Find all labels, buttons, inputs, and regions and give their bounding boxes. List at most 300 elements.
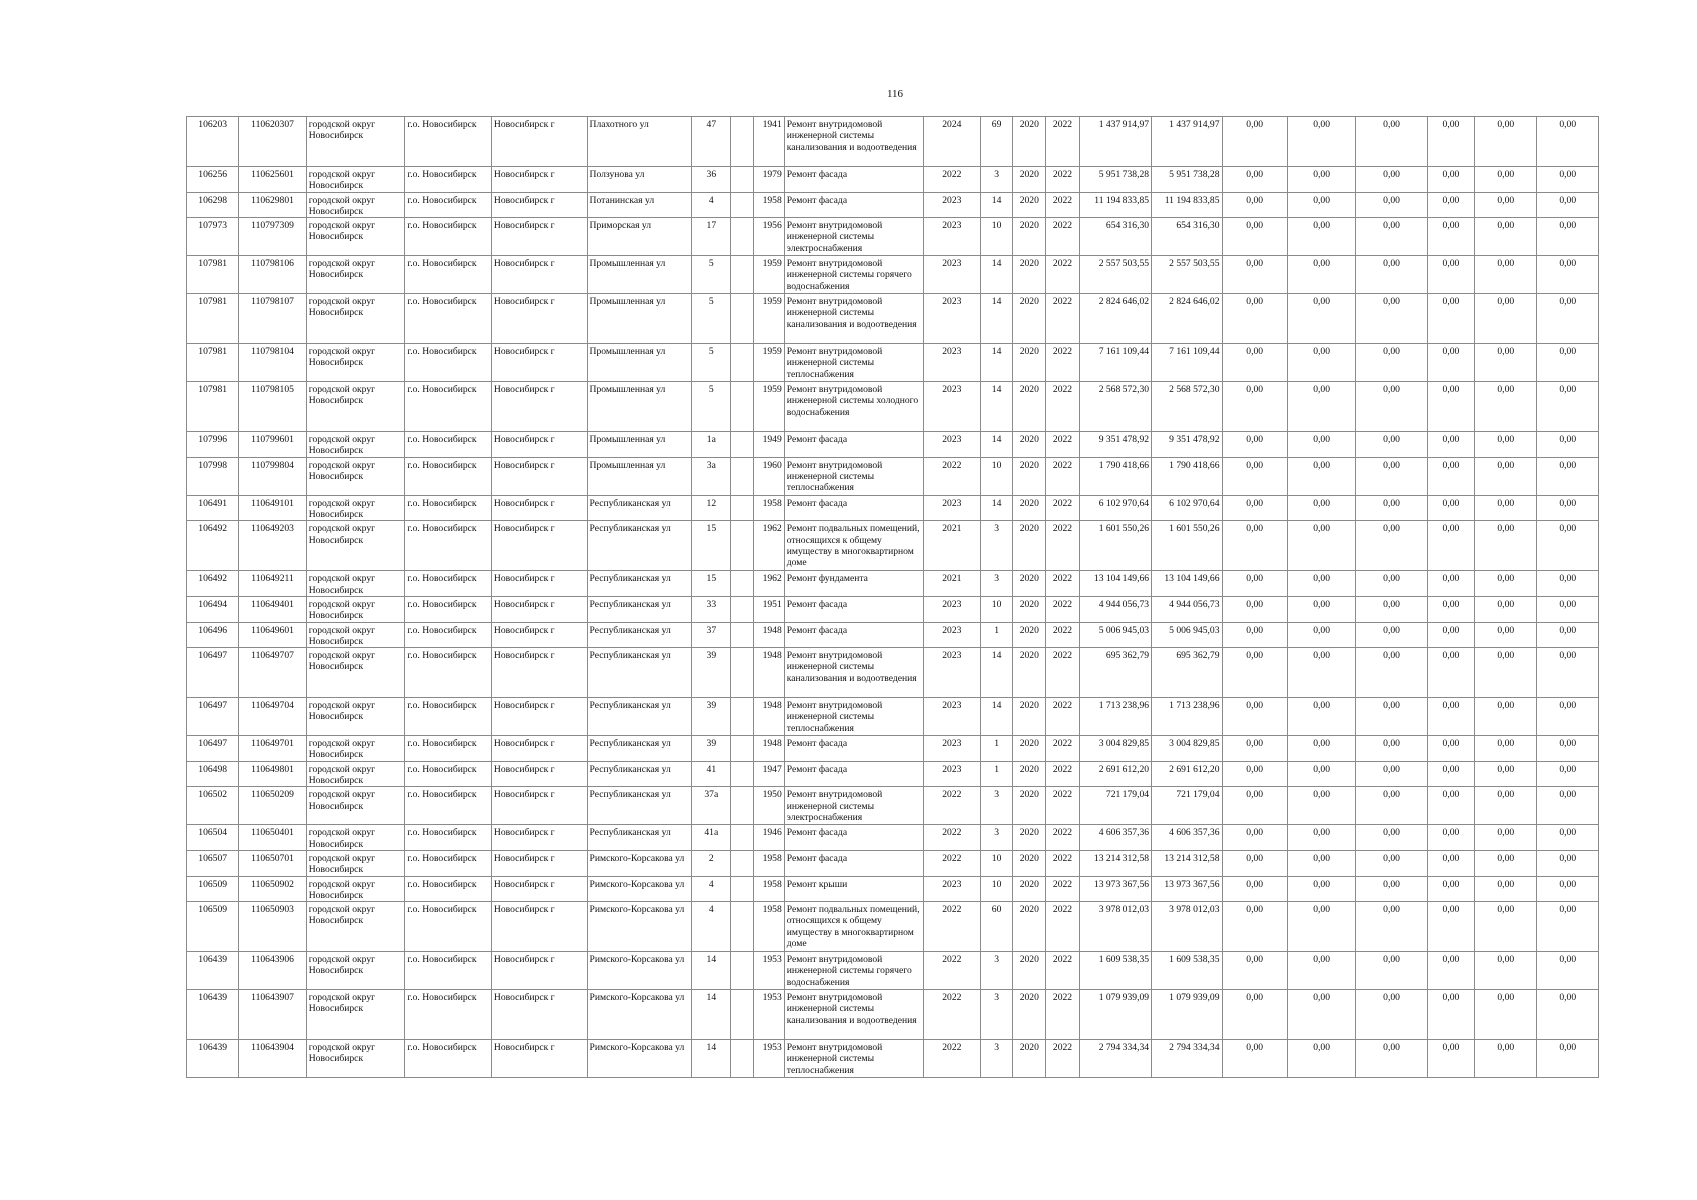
cell-municipality: городской округ Новосибирск — [306, 952, 405, 990]
cell-city: Новосибирск г — [491, 761, 587, 787]
cell-fund-cost: 2 557 503,55 — [1152, 256, 1222, 294]
cell-planned-month: 14 — [981, 698, 1013, 736]
cell-period-start: 2020 — [1013, 648, 1046, 698]
cell-extra-funds: 0,00 — [1537, 952, 1599, 990]
cell-house-id: 106491 — [187, 495, 239, 521]
cell-extra-funds: 0,00 — [1537, 192, 1599, 218]
cell-year-built: 1962 — [753, 521, 784, 571]
cell-work-type: Ремонт внутридомовой инженерной системы электроснабжения — [784, 787, 923, 825]
cell-building — [731, 432, 753, 458]
cell-house-number: 14 — [692, 1040, 731, 1078]
cell-budget-local: 0,00 — [1356, 382, 1427, 432]
cell-planned-month: 3 — [981, 1040, 1013, 1078]
cell-building — [731, 495, 753, 521]
cell-year-built: 1960 — [753, 457, 784, 495]
cell-period-end: 2022 — [1046, 698, 1079, 736]
cell-work-type: Ремонт внутридомовой инженерной системы канализования и водоотведения — [784, 648, 923, 698]
cell-other-funds: 0,00 — [1475, 432, 1537, 458]
cell-owners-funds: 0,00 — [1427, 457, 1474, 495]
cell-planned-month: 1 — [981, 761, 1013, 787]
cell-owners-funds: 0,00 — [1427, 850, 1474, 876]
register-table — [186, 116, 1599, 1078]
cell-planned-month: 14 — [981, 294, 1013, 344]
cell-house-number: 37а — [692, 787, 731, 825]
cell-planned-month: 69 — [981, 117, 1013, 167]
cell-house-number: 37 — [692, 622, 731, 648]
cell-work-id: 110649801 — [239, 761, 306, 787]
cell-year-built: 1949 — [753, 432, 784, 458]
cell-fund-cost: 2 824 646,02 — [1152, 294, 1222, 344]
cell-planned-month: 3 — [981, 167, 1013, 193]
cell-budget-regional: 0,00 — [1287, 902, 1355, 952]
cell-planned-month: 14 — [981, 192, 1013, 218]
cell-extra-funds: 0,00 — [1537, 596, 1599, 622]
cell-city: Новосибирск г — [491, 495, 587, 521]
cell-budget-local: 0,00 — [1356, 1040, 1427, 1078]
cell-planned-month: 10 — [981, 876, 1013, 902]
cell-house-number: 39 — [692, 648, 731, 698]
cell-other-funds: 0,00 — [1475, 218, 1537, 256]
cell-budget-regional: 0,00 — [1287, 698, 1355, 736]
cell-total-cost: 4 944 056,73 — [1079, 596, 1151, 622]
cell-planned-year: 2023 — [923, 294, 980, 344]
cell-planned-month: 14 — [981, 648, 1013, 698]
cell-total-cost: 9 351 478,92 — [1079, 432, 1151, 458]
cell-budget-regional: 0,00 — [1287, 850, 1355, 876]
cell-budget-federal: 0,00 — [1222, 256, 1287, 294]
cell-fund-cost: 654 316,30 — [1152, 218, 1222, 256]
cell-house-number: 41а — [692, 825, 731, 851]
cell-municipality: городской округ Новосибирск — [306, 192, 405, 218]
cell-building — [731, 192, 753, 218]
cell-other-funds: 0,00 — [1475, 736, 1537, 762]
cell-period-start: 2020 — [1013, 902, 1046, 952]
table-row — [187, 825, 1599, 851]
cell-building — [731, 850, 753, 876]
cell-work-id: 110649101 — [239, 495, 306, 521]
cell-house-id: 106492 — [187, 571, 239, 597]
cell-municipality: городской округ Новосибирск — [306, 596, 405, 622]
cell-work-id: 110799601 — [239, 432, 306, 458]
cell-work-type: Ремонт фасада — [784, 736, 923, 762]
cell-year-built: 1962 — [753, 571, 784, 597]
cell-municipality: городской округ Новосибирск — [306, 432, 405, 458]
cell-house-number: 39 — [692, 736, 731, 762]
cell-city: Новосибирск г — [491, 457, 587, 495]
cell-period-start: 2020 — [1013, 850, 1046, 876]
cell-owners-funds: 0,00 — [1427, 117, 1474, 167]
cell-budget-federal: 0,00 — [1222, 192, 1287, 218]
cell-other-funds: 0,00 — [1475, 902, 1537, 952]
cell-city: Новосибирск г — [491, 432, 587, 458]
cell-work-id: 110629801 — [239, 192, 306, 218]
cell-municipality: городской округ Новосибирск — [306, 1040, 405, 1078]
cell-street: Республиканская ул — [587, 622, 692, 648]
cell-owners-funds: 0,00 — [1427, 521, 1474, 571]
cell-municipality: городской округ Новосибирск — [306, 761, 405, 787]
cell-period-start: 2020 — [1013, 495, 1046, 521]
cell-fund-cost: 1 713 238,96 — [1152, 698, 1222, 736]
cell-other-funds: 0,00 — [1475, 457, 1537, 495]
cell-city: Новосибирск г — [491, 902, 587, 952]
cell-work-type: Ремонт внутридомовой инженерной системы горячего водоснабжения — [784, 256, 923, 294]
cell-district: г.о. Новосибирск — [405, 990, 492, 1040]
cell-other-funds: 0,00 — [1475, 495, 1537, 521]
cell-house-id: 107981 — [187, 256, 239, 294]
cell-fund-cost: 2 568 572,30 — [1152, 382, 1222, 432]
cell-street: Республиканская ул — [587, 521, 692, 571]
cell-budget-local: 0,00 — [1356, 117, 1427, 167]
cell-budget-local: 0,00 — [1356, 825, 1427, 851]
cell-owners-funds: 0,00 — [1427, 902, 1474, 952]
cell-total-cost: 3 004 829,85 — [1079, 736, 1151, 762]
cell-street: Римского-Корсакова ул — [587, 990, 692, 1040]
cell-building — [731, 571, 753, 597]
cell-extra-funds: 0,00 — [1537, 218, 1599, 256]
cell-period-end: 2022 — [1046, 825, 1079, 851]
cell-house-id: 106439 — [187, 952, 239, 990]
cell-planned-year: 2023 — [923, 736, 980, 762]
cell-planned-month: 10 — [981, 218, 1013, 256]
cell-work-id: 110798104 — [239, 344, 306, 382]
cell-work-type: Ремонт фасада — [784, 596, 923, 622]
cell-planned-year: 2023 — [923, 648, 980, 698]
cell-year-built: 1953 — [753, 990, 784, 1040]
cell-house-number: 12 — [692, 495, 731, 521]
cell-extra-funds: 0,00 — [1537, 990, 1599, 1040]
cell-fund-cost: 6 102 970,64 — [1152, 495, 1222, 521]
cell-extra-funds: 0,00 — [1537, 1040, 1599, 1078]
cell-district: г.о. Новосибирск — [405, 571, 492, 597]
cell-work-type: Ремонт внутридомовой инженерной системы холодного водоснабжения — [784, 382, 923, 432]
cell-year-built: 1958 — [753, 850, 784, 876]
cell-house-id: 106509 — [187, 902, 239, 952]
cell-house-id: 106203 — [187, 117, 239, 167]
cell-street: Ползунова ул — [587, 167, 692, 193]
cell-budget-regional: 0,00 — [1287, 622, 1355, 648]
cell-house-id: 106497 — [187, 736, 239, 762]
cell-street: Промышленная ул — [587, 294, 692, 344]
cell-other-funds: 0,00 — [1475, 294, 1537, 344]
cell-work-id: 110650903 — [239, 902, 306, 952]
cell-year-built: 1948 — [753, 698, 784, 736]
cell-building — [731, 876, 753, 902]
cell-budget-federal: 0,00 — [1222, 902, 1287, 952]
cell-fund-cost: 721 179,04 — [1152, 787, 1222, 825]
cell-fund-cost: 5 951 738,28 — [1152, 167, 1222, 193]
cell-city: Новосибирск г — [491, 1040, 587, 1078]
cell-year-built: 1959 — [753, 344, 784, 382]
cell-period-start: 2020 — [1013, 1040, 1046, 1078]
cell-budget-local: 0,00 — [1356, 218, 1427, 256]
cell-period-end: 2022 — [1046, 521, 1079, 571]
cell-fund-cost: 3 978 012,03 — [1152, 902, 1222, 952]
cell-city: Новосибирск г — [491, 218, 587, 256]
cell-work-id: 110620307 — [239, 117, 306, 167]
cell-district: г.о. Новосибирск — [405, 117, 492, 167]
cell-house-id: 106439 — [187, 1040, 239, 1078]
cell-municipality: городской округ Новосибирск — [306, 571, 405, 597]
cell-budget-regional: 0,00 — [1287, 382, 1355, 432]
cell-city: Новосибирск г — [491, 648, 587, 698]
cell-street: Римского-Корсакова ул — [587, 902, 692, 952]
cell-period-start: 2020 — [1013, 432, 1046, 458]
cell-city: Новосибирск г — [491, 571, 587, 597]
cell-planned-year: 2022 — [923, 1040, 980, 1078]
cell-owners-funds: 0,00 — [1427, 761, 1474, 787]
cell-total-cost: 1 609 538,35 — [1079, 952, 1151, 990]
cell-period-end: 2022 — [1046, 192, 1079, 218]
cell-work-type: Ремонт фасада — [784, 167, 923, 193]
cell-city: Новосибирск г — [491, 825, 587, 851]
cell-budget-local: 0,00 — [1356, 495, 1427, 521]
cell-budget-federal: 0,00 — [1222, 952, 1287, 990]
table-row — [187, 1040, 1599, 1078]
cell-municipality: городской округ Новосибирск — [306, 167, 405, 193]
cell-planned-month: 3 — [981, 952, 1013, 990]
cell-year-built: 1948 — [753, 648, 784, 698]
cell-total-cost: 1 437 914,97 — [1079, 117, 1151, 167]
cell-extra-funds: 0,00 — [1537, 736, 1599, 762]
cell-street: Римского-Корсакова ул — [587, 876, 692, 902]
cell-total-cost: 11 194 833,85 — [1079, 192, 1151, 218]
cell-other-funds: 0,00 — [1475, 596, 1537, 622]
cell-year-built: 1958 — [753, 192, 784, 218]
cell-fund-cost: 5 006 945,03 — [1152, 622, 1222, 648]
cell-building — [731, 825, 753, 851]
cell-planned-month: 3 — [981, 787, 1013, 825]
cell-municipality: городской округ Новосибирск — [306, 825, 405, 851]
cell-building — [731, 218, 753, 256]
cell-house-number: 47 — [692, 117, 731, 167]
cell-period-end: 2022 — [1046, 256, 1079, 294]
cell-work-id: 110643904 — [239, 1040, 306, 1078]
cell-other-funds: 0,00 — [1475, 344, 1537, 382]
cell-building — [731, 117, 753, 167]
cell-work-type: Ремонт внутридомовой инженерной системы теплоснабжения — [784, 1040, 923, 1078]
cell-budget-local: 0,00 — [1356, 902, 1427, 952]
cell-budget-federal: 0,00 — [1222, 294, 1287, 344]
cell-extra-funds: 0,00 — [1537, 294, 1599, 344]
cell-extra-funds: 0,00 — [1537, 571, 1599, 597]
cell-street: Республиканская ул — [587, 825, 692, 851]
table-row — [187, 571, 1599, 597]
cell-year-built: 1956 — [753, 218, 784, 256]
cell-house-id: 107981 — [187, 382, 239, 432]
cell-fund-cost: 11 194 833,85 — [1152, 192, 1222, 218]
cell-extra-funds: 0,00 — [1537, 256, 1599, 294]
cell-period-end: 2022 — [1046, 876, 1079, 902]
cell-fund-cost: 4 944 056,73 — [1152, 596, 1222, 622]
table-row — [187, 495, 1599, 521]
cell-planned-year: 2023 — [923, 698, 980, 736]
cell-year-built: 1941 — [753, 117, 784, 167]
cell-period-start: 2020 — [1013, 571, 1046, 597]
cell-other-funds: 0,00 — [1475, 761, 1537, 787]
cell-owners-funds: 0,00 — [1427, 432, 1474, 458]
cell-period-end: 2022 — [1046, 495, 1079, 521]
cell-year-built: 1947 — [753, 761, 784, 787]
cell-total-cost: 7 161 109,44 — [1079, 344, 1151, 382]
cell-extra-funds: 0,00 — [1537, 902, 1599, 952]
cell-extra-funds: 0,00 — [1537, 698, 1599, 736]
cell-work-type: Ремонт фасада — [784, 495, 923, 521]
cell-period-start: 2020 — [1013, 876, 1046, 902]
cell-other-funds: 0,00 — [1475, 382, 1537, 432]
cell-district: г.о. Новосибирск — [405, 294, 492, 344]
cell-budget-federal: 0,00 — [1222, 218, 1287, 256]
cell-period-start: 2020 — [1013, 990, 1046, 1040]
cell-work-id: 110643907 — [239, 990, 306, 1040]
cell-work-id: 110649211 — [239, 571, 306, 597]
cell-municipality: городской округ Новосибирск — [306, 382, 405, 432]
cell-planned-year: 2023 — [923, 432, 980, 458]
cell-total-cost: 1 713 238,96 — [1079, 698, 1151, 736]
cell-total-cost: 2 794 334,34 — [1079, 1040, 1151, 1078]
cell-owners-funds: 0,00 — [1427, 294, 1474, 344]
cell-period-end: 2022 — [1046, 952, 1079, 990]
cell-planned-year: 2022 — [923, 825, 980, 851]
cell-budget-regional: 0,00 — [1287, 787, 1355, 825]
cell-building — [731, 1040, 753, 1078]
cell-planned-month: 10 — [981, 457, 1013, 495]
table-row — [187, 736, 1599, 762]
cell-period-end: 2022 — [1046, 596, 1079, 622]
cell-fund-cost: 3 004 829,85 — [1152, 736, 1222, 762]
cell-district: г.о. Новосибирск — [405, 218, 492, 256]
cell-district: г.о. Новосибирск — [405, 698, 492, 736]
cell-budget-local: 0,00 — [1356, 294, 1427, 344]
cell-total-cost: 654 316,30 — [1079, 218, 1151, 256]
cell-total-cost: 3 978 012,03 — [1079, 902, 1151, 952]
cell-municipality: городской округ Новосибирск — [306, 787, 405, 825]
cell-budget-federal: 0,00 — [1222, 344, 1287, 382]
cell-building — [731, 344, 753, 382]
cell-owners-funds: 0,00 — [1427, 990, 1474, 1040]
table-row — [187, 457, 1599, 495]
cell-district: г.о. Новосибирск — [405, 825, 492, 851]
cell-year-built: 1953 — [753, 1040, 784, 1078]
cell-work-type: Ремонт подвальных помещений, относящихся к общему имуществу в многоквартирном доме — [784, 521, 923, 571]
cell-district: г.о. Новосибирск — [405, 596, 492, 622]
cell-work-id: 110650701 — [239, 850, 306, 876]
cell-other-funds: 0,00 — [1475, 192, 1537, 218]
cell-planned-month: 14 — [981, 344, 1013, 382]
cell-district: г.о. Новосибирск — [405, 432, 492, 458]
cell-planned-month: 1 — [981, 736, 1013, 762]
cell-planned-year: 2023 — [923, 495, 980, 521]
cell-work-id: 110649704 — [239, 698, 306, 736]
cell-house-number: 4 — [692, 902, 731, 952]
cell-municipality: городской округ Новосибирск — [306, 218, 405, 256]
cell-house-number: 2 — [692, 850, 731, 876]
cell-period-start: 2020 — [1013, 698, 1046, 736]
cell-total-cost: 4 606 357,36 — [1079, 825, 1151, 851]
cell-work-type: Ремонт фасада — [784, 761, 923, 787]
cell-other-funds: 0,00 — [1475, 876, 1537, 902]
cell-municipality: городской округ Новосибирск — [306, 495, 405, 521]
table-row — [187, 596, 1599, 622]
cell-house-id: 106494 — [187, 596, 239, 622]
cell-extra-funds: 0,00 — [1537, 787, 1599, 825]
cell-other-funds: 0,00 — [1475, 990, 1537, 1040]
cell-year-built: 1951 — [753, 596, 784, 622]
cell-budget-regional: 0,00 — [1287, 761, 1355, 787]
cell-period-end: 2022 — [1046, 457, 1079, 495]
cell-owners-funds: 0,00 — [1427, 787, 1474, 825]
cell-building — [731, 294, 753, 344]
cell-budget-regional: 0,00 — [1287, 648, 1355, 698]
cell-work-type: Ремонт подвальных помещений, относящихся к общему имуществу в многоквартирном доме — [784, 902, 923, 952]
cell-budget-local: 0,00 — [1356, 876, 1427, 902]
cell-other-funds: 0,00 — [1475, 698, 1537, 736]
cell-house-number: 3а — [692, 457, 731, 495]
cell-budget-local: 0,00 — [1356, 192, 1427, 218]
cell-period-end: 2022 — [1046, 571, 1079, 597]
cell-city: Новосибирск г — [491, 850, 587, 876]
cell-fund-cost: 1 079 939,09 — [1152, 990, 1222, 1040]
cell-building — [731, 698, 753, 736]
cell-period-start: 2020 — [1013, 787, 1046, 825]
cell-owners-funds: 0,00 — [1427, 192, 1474, 218]
cell-year-built: 1953 — [753, 952, 784, 990]
cell-planned-month: 14 — [981, 256, 1013, 294]
cell-house-id: 106496 — [187, 622, 239, 648]
cell-budget-federal: 0,00 — [1222, 382, 1287, 432]
cell-house-id: 106492 — [187, 521, 239, 571]
table-row — [187, 117, 1599, 167]
cell-municipality: городской округ Новосибирск — [306, 736, 405, 762]
cell-owners-funds: 0,00 — [1427, 952, 1474, 990]
cell-house-number: 36 — [692, 167, 731, 193]
cell-period-start: 2020 — [1013, 256, 1046, 294]
cell-work-type: Ремонт внутридомовой инженерной системы теплоснабжения — [784, 698, 923, 736]
cell-budget-local: 0,00 — [1356, 457, 1427, 495]
table-row — [187, 382, 1599, 432]
cell-owners-funds: 0,00 — [1427, 825, 1474, 851]
cell-budget-regional: 0,00 — [1287, 736, 1355, 762]
cell-building — [731, 596, 753, 622]
cell-extra-funds: 0,00 — [1537, 117, 1599, 167]
table-row — [187, 256, 1599, 294]
cell-total-cost: 1 790 418,66 — [1079, 457, 1151, 495]
cell-period-end: 2022 — [1046, 850, 1079, 876]
cell-extra-funds: 0,00 — [1537, 495, 1599, 521]
cell-house-id: 106298 — [187, 192, 239, 218]
cell-street: Плахотного ул — [587, 117, 692, 167]
cell-owners-funds: 0,00 — [1427, 344, 1474, 382]
cell-budget-federal: 0,00 — [1222, 825, 1287, 851]
cell-other-funds: 0,00 — [1475, 787, 1537, 825]
cell-planned-year: 2022 — [923, 902, 980, 952]
cell-total-cost: 2 557 503,55 — [1079, 256, 1151, 294]
cell-district: г.о. Новосибирск — [405, 344, 492, 382]
cell-district: г.о. Новосибирск — [405, 648, 492, 698]
cell-street: Потанинская ул — [587, 192, 692, 218]
cell-street: Римского-Корсакова ул — [587, 952, 692, 990]
cell-municipality: городской округ Новосибирск — [306, 344, 405, 382]
cell-municipality: городской округ Новосибирск — [306, 990, 405, 1040]
cell-district: г.о. Новосибирск — [405, 952, 492, 990]
table-row — [187, 218, 1599, 256]
cell-extra-funds: 0,00 — [1537, 648, 1599, 698]
cell-house-id: 107981 — [187, 294, 239, 344]
cell-house-id: 106509 — [187, 876, 239, 902]
cell-street: Промышленная ул — [587, 344, 692, 382]
cell-budget-federal: 0,00 — [1222, 698, 1287, 736]
cell-work-id: 110649707 — [239, 648, 306, 698]
cell-budget-federal: 0,00 — [1222, 571, 1287, 597]
